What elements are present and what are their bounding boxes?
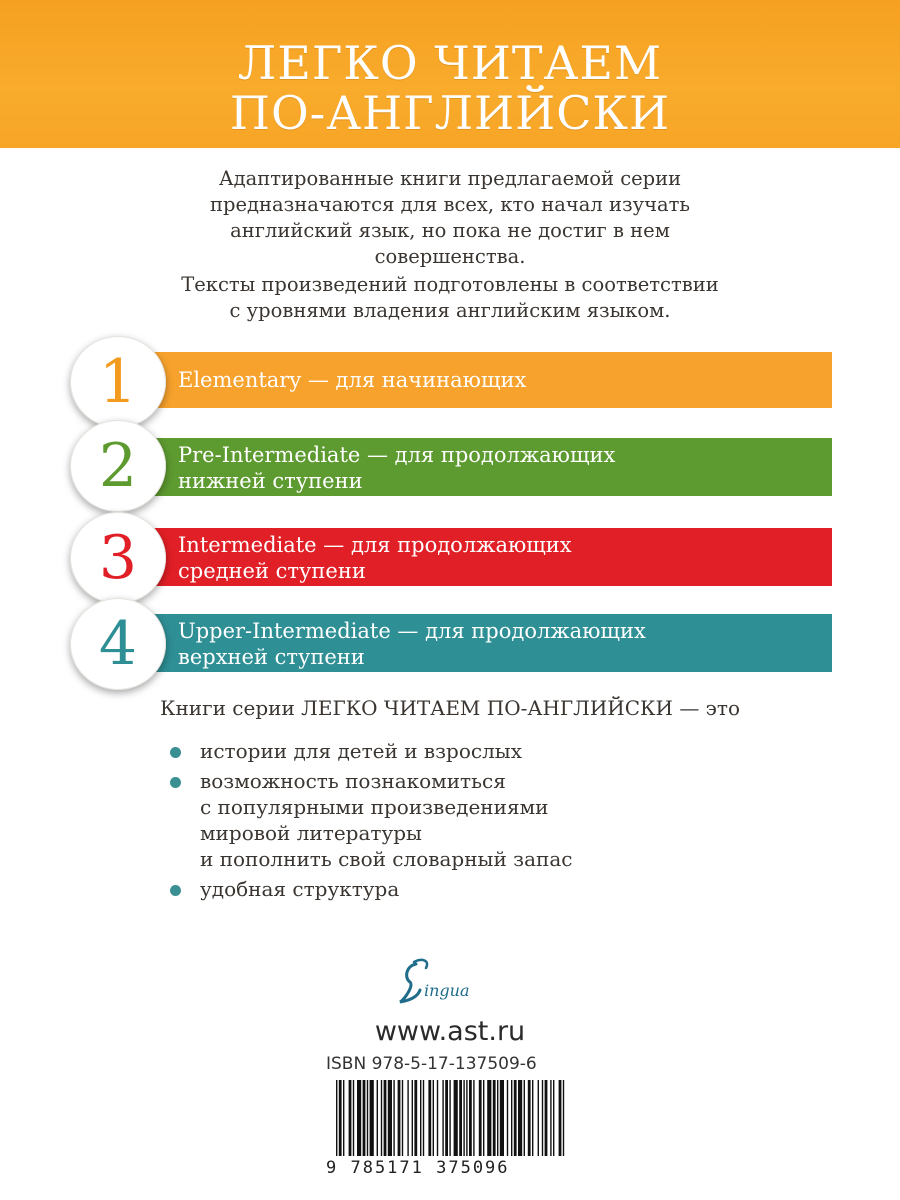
barcode-bar [393,1080,394,1156]
intro-paragraph-1 [110,166,790,270]
barcode-bar [487,1080,491,1156]
intro-line: с уровнями владения английским языком. [229,299,671,322]
barcode-bar [479,1080,482,1156]
barcode-bar [384,1080,387,1156]
level-band-3 [120,528,832,586]
feature-item [178,738,798,764]
barcode-bar [370,1080,374,1156]
barcode-bar [445,1080,448,1156]
barcode-bar [349,1080,352,1156]
barcode-bar [500,1080,504,1156]
barcode-bar [507,1080,508,1156]
barcode-bar [381,1080,382,1156]
title-banner [0,0,900,148]
barcode-bar [511,1080,512,1156]
intro-line: совершенства. [374,245,526,268]
barcode-bar [528,1080,531,1156]
barcode-bar [532,1080,533,1156]
barcode-bar [407,1080,408,1156]
barcode-bar [466,1080,467,1156]
feature-line: удобная структура [200,877,400,901]
barcode-bar [497,1080,498,1156]
lingua-logo [396,956,506,1008]
feature-line: возможность познакомиться [200,769,506,793]
barcode-bar [483,1080,484,1156]
feature-line: с популярными произведениями [200,795,549,819]
barcode-bar [336,1080,337,1156]
barcode-bar [559,1080,562,1156]
intro-paragraph-2 [110,272,790,324]
barcode-bar [353,1080,354,1156]
barcode-bar [542,1080,543,1156]
level-line-2: средней ступени [178,559,366,583]
level-number-badge-3: 3 [70,512,166,604]
barcode-bar [463,1080,464,1156]
barcode [316,1078,584,1178]
feature-item [178,768,798,872]
level-number-badge-4: 4 [70,598,166,690]
barcode-bar [388,1080,392,1156]
barcode-bar [469,1080,472,1156]
bullet-icon [170,885,181,896]
barcode-bar [402,1080,403,1156]
barcode-bar [473,1080,474,1156]
barcode-bar [412,1080,413,1156]
barcode-bar [550,1080,551,1156]
feature-line: истории для детей и взрослых [200,739,522,763]
intro-line: Тексты произведений подготовлены в соответствии [181,273,719,296]
intro-line: предназначаются для всех, кто начал изучать [209,193,690,216]
level-label [178,532,572,584]
barcode-bar [538,1080,539,1156]
barcode-bar [493,1080,496,1156]
level-number-badge-2: 2 [70,420,166,512]
level-line-1: Upper-Intermediate — для продолжающих [178,619,646,643]
barcode-bar [442,1080,443,1156]
level-line-1: Elementary — для начинающих [178,368,527,392]
barcode-bar [437,1080,438,1156]
level-label [178,442,615,494]
barcode-bar [339,1080,342,1156]
bullet-icon [170,747,181,758]
series-description: Книги серии ЛЕГКО ЧИТАЕМ ПО-АНГЛИЙСКИ — это [160,696,740,720]
title-line-2: ПО-АНГЛИЙСКИ [229,86,671,140]
level-line-1: Intermediate — для продолжающих [178,533,572,557]
barcode-bar [524,1080,525,1156]
feature-line: и пополнить свой словарный запас [200,847,573,871]
feature-list [178,738,798,906]
barcode-bar [377,1080,378,1156]
feature-line: мировой литературы [200,821,422,845]
barcode-bars [336,1080,566,1158]
barcode-bar [343,1080,344,1156]
barcode-bar [420,1080,421,1156]
intro-line: английский язык, но пока не достиг в нем [230,219,670,242]
level-label [178,618,646,670]
level-band-4 [120,614,832,672]
barcode-bar [428,1080,431,1156]
barcode-bar [454,1080,458,1156]
barcode-bar [414,1080,417,1156]
feature-item [178,876,798,902]
level-band-2 [120,438,832,496]
publisher-url[interactable]: www.ast.ru [374,1016,526,1047]
barcode-bar [545,1080,548,1156]
level-number-badge-1: 1 [70,336,166,428]
barcode-bar [563,1080,564,1156]
barcode-bar [423,1080,424,1156]
level-line-2: верхней ступени [178,645,365,669]
barcode-bar [553,1080,554,1156]
level-label [178,367,526,393]
barcode-bar [449,1080,450,1156]
level-line-2: нижней ступени [178,469,363,493]
bullet-icon [170,777,181,788]
title-line-1: ЛЕГКО ЧИТАЕМ [237,36,663,90]
barcode-bar [363,1080,366,1156]
barcode-bar [433,1080,434,1156]
barcode-bar [367,1080,368,1156]
intro-line: Адаптированные книги предлагаемой серии [218,167,682,190]
isbn-text: ISBN 978-5-17-137509-6 [326,1054,537,1074]
svg-text:ingua: ingua [424,981,470,1000]
level-line-1: Pre-Intermediate — для продолжающих [178,443,616,467]
barcode-bar [357,1080,361,1156]
level-band-1 [120,352,832,408]
barcode-digits: 9 785171 375096 [326,1158,510,1178]
barcode-bar [398,1080,401,1156]
barcode-bar [514,1080,517,1156]
barcode-bar [459,1080,462,1156]
barcode-bar [518,1080,522,1156]
